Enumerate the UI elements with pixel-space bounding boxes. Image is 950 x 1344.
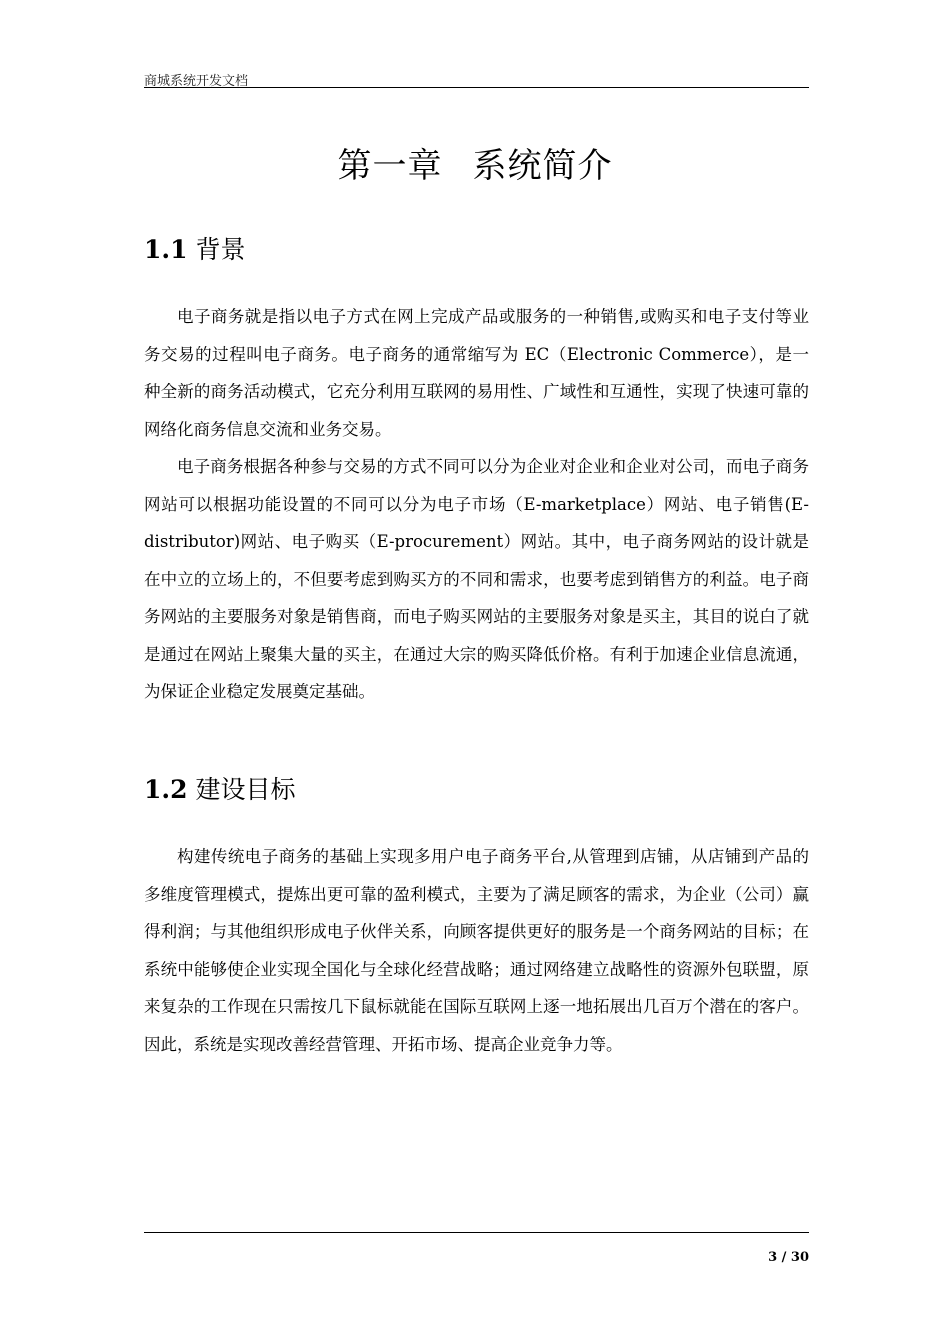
paragraph: 电子商务根据各种参与交易的方式不同可以分为企业对企业和企业对公司，而电子商务网站可以根据功能设置的不同可以分为电子市场（E-marketplace）网站、电子销售(E-distributor)网站、电子购买（E-procurement）网站。其中，电子商务网站的设计就是在中立的立场上的，不但要考虑到购买方的不同和需求，也要考虑到销售方的利益。电子商务网站的主要服务对象是销售商，而电子购买网站的主要服务对象是买主，其目的说白了就是通过在网站上聚集大量的买主，在通过大宗的购买降低价格。有利于加速企业信息流通，为保证企业稳定发展奠定基础。 (144, 457, 809, 701)
chapter-name: 系统简介 (472, 146, 613, 186)
section-body-1-1 (144, 298, 809, 711)
header-divider (144, 87, 809, 88)
chapter-label: 第一章 (337, 146, 443, 186)
page-number: 3 / 30 (768, 1250, 809, 1265)
section-number: 1.2 (144, 775, 188, 804)
section-title: 建设目标 (195, 775, 296, 804)
section-number: 1.1 (144, 235, 188, 264)
footer-divider (144, 1232, 809, 1233)
section-title: 背景 (195, 235, 246, 264)
section-heading-1-1 (144, 230, 245, 266)
section-heading-1-2 (144, 770, 295, 806)
chapter-title (0, 138, 950, 187)
running-header: 商城系统开发文档 (144, 74, 249, 89)
paragraph: 构建传统电子商务的基础上实现多用户电子商务平台,从管理到店铺，从店铺到产品的多维度管理模式，提炼出更可靠的盈利模式，主要为了满足顾客的需求，为企业（公司）赢得利润；与其他组织形成电子伙伴关系，向顾客提供更好的服务是一个商务网站的目标；在系统中能够使企业实现全国化与全球化经营战略；通过网络建立战略性的资源外包联盟，原来复杂的工作现在只需按几下鼠标就能在国际互联网上逐一地拓展出几百万个潜在的客户。因此，系统是实现改善经营管理、开拓市场、提高企业竞争力等。 (144, 847, 809, 1054)
paragraph: 电子商务就是指以电子方式在网上完成产品或服务的一种销售,或购买和电子支付等业务交易的过程叫电子商务。电子商务的通常缩写为 EC（Electronic Commerce），是一种全新的商务活动模式，它充分利用互联网的易用性、广域性和互通性，实现了快速可靠的网络化商务信息交流和业务交易。 (144, 307, 809, 439)
section-body-1-2 (144, 838, 809, 1063)
